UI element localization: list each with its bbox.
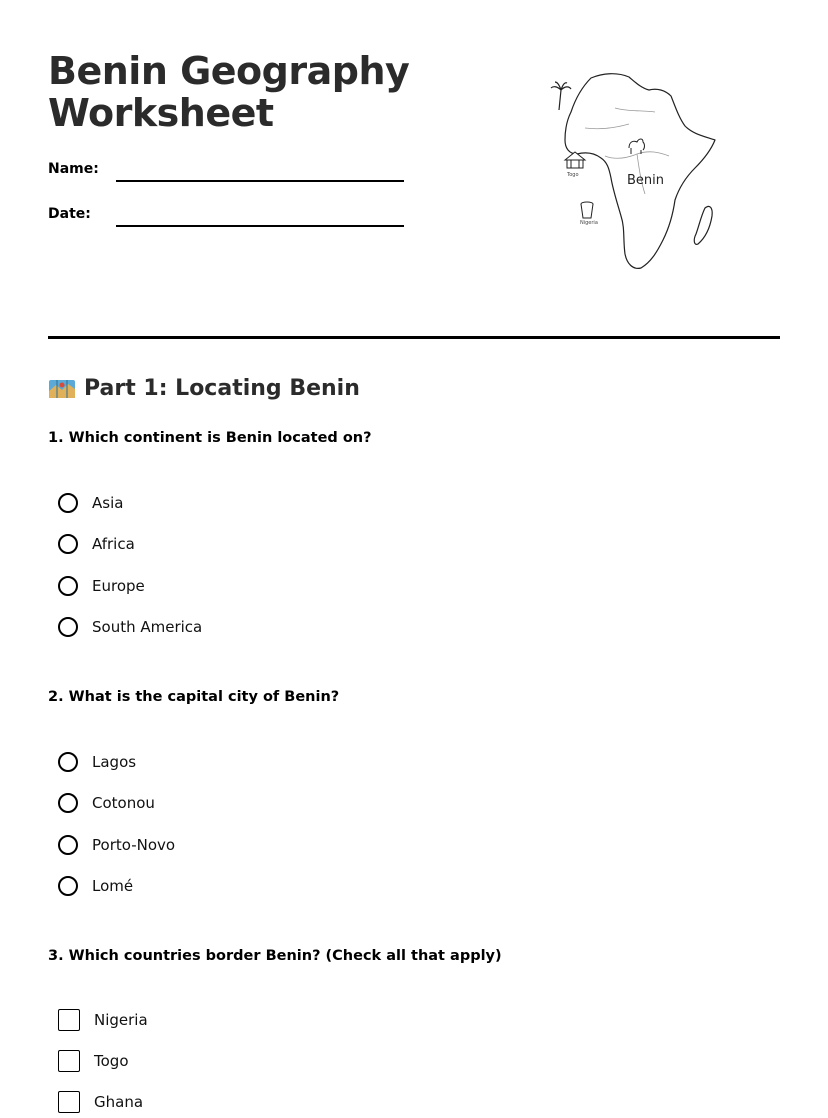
radio-button[interactable] [58, 793, 78, 813]
madagascar-outline [694, 206, 712, 244]
q3-option-ghana[interactable] [58, 1090, 143, 1114]
africa-map [545, 68, 725, 273]
option-label: Cotonou [92, 794, 155, 812]
option-label: South America [92, 618, 203, 636]
togo-hut-icon [565, 152, 585, 168]
q1-option-africa[interactable] [58, 532, 135, 556]
africa-map-image [545, 68, 725, 273]
radio-button[interactable] [58, 534, 78, 554]
togo-map-label: Togo [567, 172, 579, 178]
option-label: Togo [94, 1052, 129, 1070]
part1-header [48, 374, 360, 404]
camel-icon [629, 139, 645, 154]
radio-button[interactable] [58, 493, 78, 513]
option-label: Ghana [94, 1093, 144, 1111]
q3-option-nigeria[interactable] [58, 1008, 148, 1032]
palm-tree-icon [551, 82, 571, 110]
option-label: Lomé [92, 877, 134, 895]
option-label: Lagos [92, 753, 137, 771]
radio-button[interactable] [58, 876, 78, 896]
nigeria-drum-icon [581, 202, 593, 218]
option-label: Porto-Novo [92, 836, 176, 854]
q1-option-south-america[interactable] [58, 615, 202, 639]
option-label: Europe [92, 577, 145, 595]
radio-button[interactable] [58, 617, 78, 637]
date-label: Date: [48, 206, 91, 222]
name-line[interactable] [116, 180, 404, 182]
section-divider [48, 336, 780, 339]
q2-option-lome[interactable] [58, 874, 133, 898]
q1-option-asia[interactable] [58, 491, 123, 515]
option-label: Nigeria [94, 1011, 148, 1029]
radio-button[interactable] [58, 835, 78, 855]
option-label: Africa [92, 535, 135, 553]
q2-option-porto-novo[interactable] [58, 833, 175, 857]
question-1: 1. Which continent is Benin located on? [48, 430, 372, 446]
name-field[interactable] [48, 160, 408, 184]
q2-option-lagos[interactable] [58, 750, 136, 774]
q1-option-europe[interactable] [58, 574, 145, 598]
question-2: 2. What is the capital city of Benin? [48, 689, 340, 705]
benin-map-label: Benin [627, 173, 665, 188]
part1-title: Part 1: Locating Benin [84, 376, 360, 401]
name-label: Name: [48, 161, 99, 177]
q3-option-togo[interactable] [58, 1049, 129, 1073]
option-label: Asia [92, 494, 124, 512]
question-3: 3. Which countries border Benin? (Check all that apply) [48, 948, 502, 964]
page-title: Benin Geography Worksheet [48, 49, 410, 135]
checkbox[interactable] [58, 1009, 80, 1031]
checkbox[interactable] [58, 1091, 80, 1113]
date-field[interactable] [48, 205, 408, 229]
nigeria-map-label: Nigeria [580, 220, 598, 226]
date-line[interactable] [116, 225, 404, 227]
radio-button[interactable] [58, 576, 78, 596]
radio-button[interactable] [58, 752, 78, 772]
map-icon [48, 377, 76, 401]
checkbox[interactable] [58, 1050, 80, 1072]
q2-option-cotonou[interactable] [58, 791, 155, 815]
